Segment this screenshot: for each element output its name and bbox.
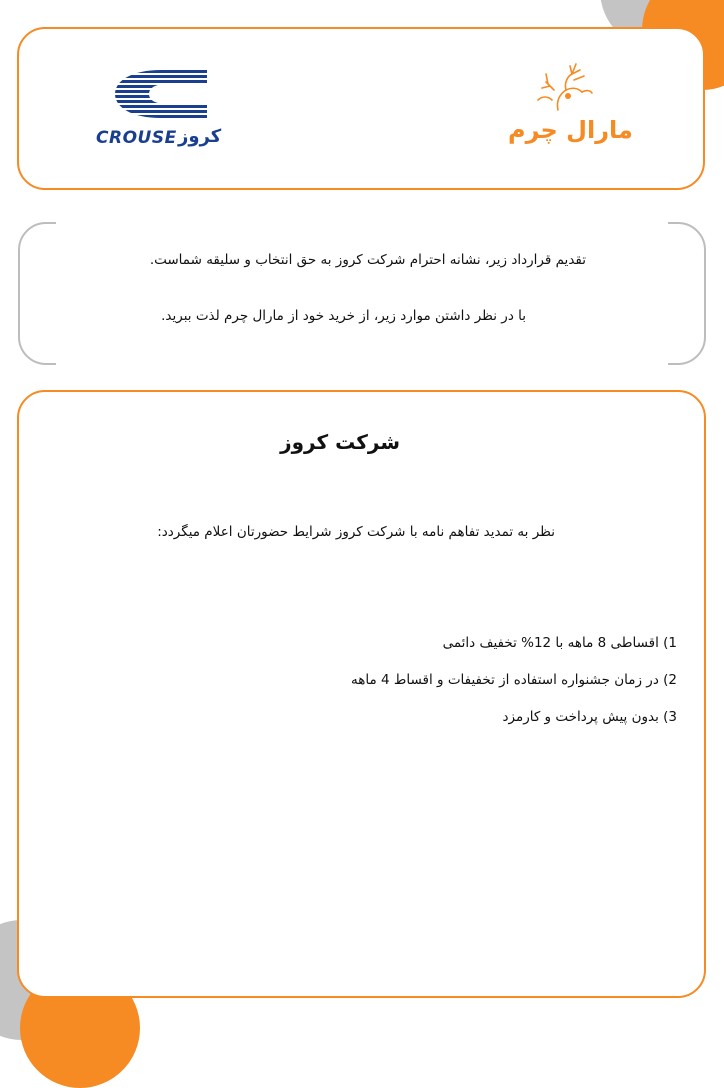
main-box xyxy=(17,390,706,998)
intro-box xyxy=(18,222,706,365)
intro-line-2: با در نظر داشتن موارد زیر، از خرید خود از مارال چرم لذت ببرید. xyxy=(161,308,526,324)
crouse-logo-latin-text: CROUSE xyxy=(96,128,177,148)
list-item-1: 1) اقساطی 8 ماهه با 12% تخفیف دائمی xyxy=(442,635,677,651)
intro-line-1: تقدیم قرارداد زیر، نشانه احترام شرکت کروز به حق انتخاب و سلیقه شماست. xyxy=(149,252,586,268)
crouse-logo-fa-text: کروز xyxy=(178,126,222,147)
main-subtitle: نظر به تمدید تفاهم نامه با شرکت کروز شرایط حضورتان اعلام میگردد: xyxy=(157,524,555,540)
crouse-logo xyxy=(96,68,231,150)
list-item-2: 2) در زمان جشنواره استفاده از تخفیفات و اقساط 4 ماهه xyxy=(351,672,677,688)
crouse-logo-icon xyxy=(111,68,211,120)
maral-charm-logo-text: مارال چرم xyxy=(508,116,633,144)
main-title: شرکت کروز xyxy=(280,430,400,454)
deer-logo-icon xyxy=(528,60,598,112)
list-item-3: 3) بدون پیش پرداخت و کارمزد xyxy=(502,709,677,725)
maral-charm-logo xyxy=(500,60,633,150)
